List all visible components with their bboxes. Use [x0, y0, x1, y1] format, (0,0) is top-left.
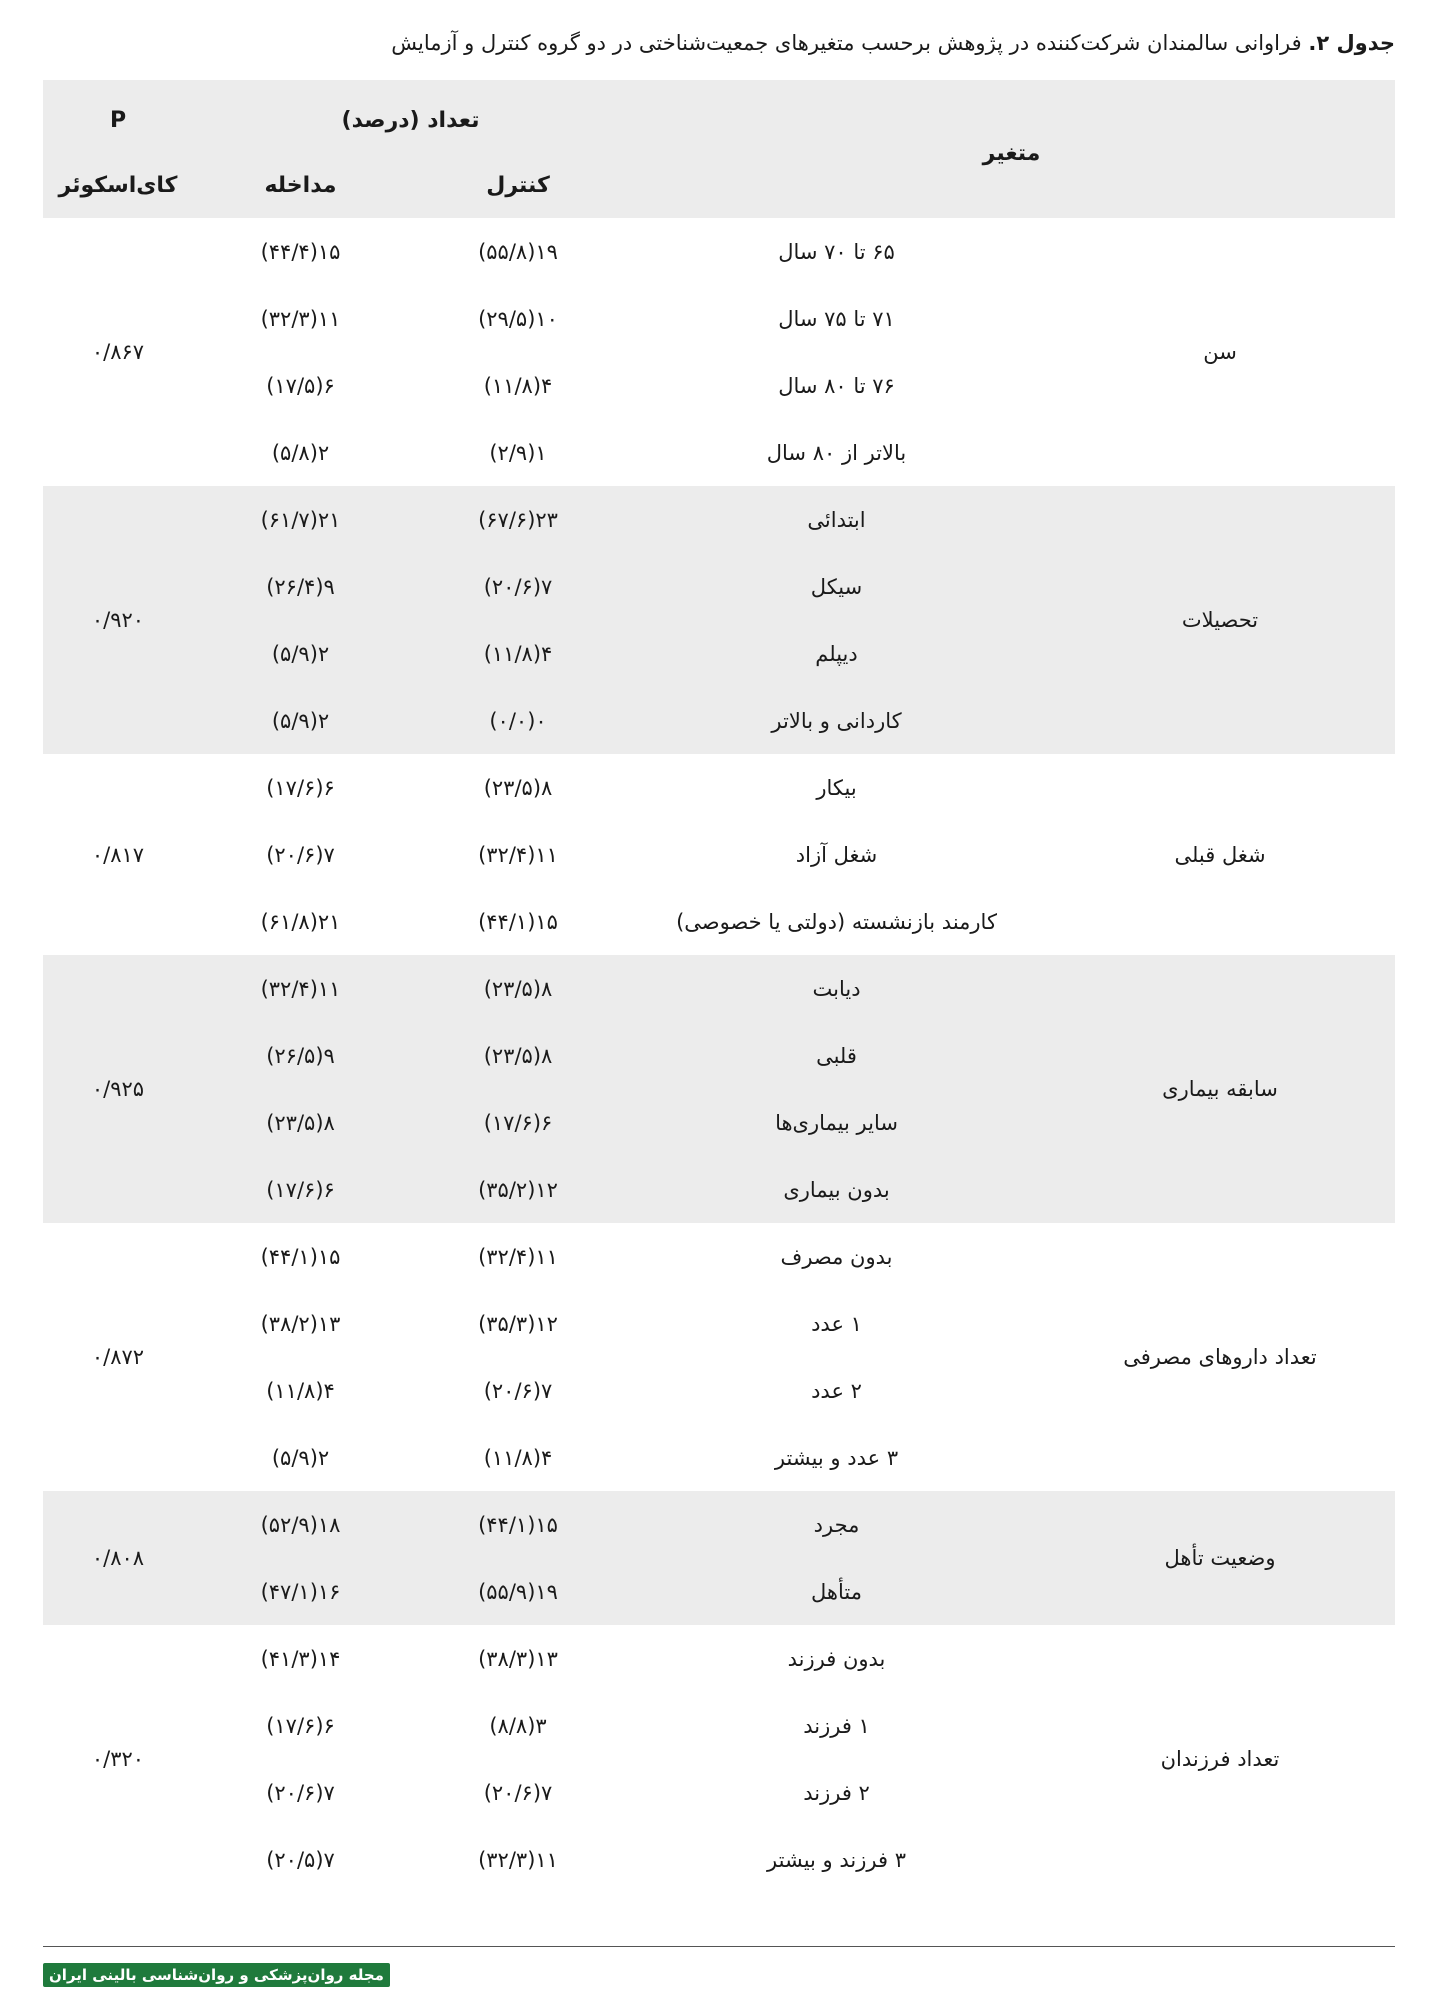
intervention-cell: ۷(۲۰/۶) — [266, 1780, 335, 1805]
group-name-cell: سن — [1203, 340, 1237, 364]
table-row — [43, 955, 1395, 1022]
subcategory-cell: بدون فرزند — [787, 1646, 886, 1671]
header-variable: متغیر — [982, 140, 1041, 166]
subcategory-cell: ۱ فرزند — [803, 1713, 870, 1738]
intervention-cell: ۲۱(۶۱/۸) — [260, 909, 341, 934]
subcategory-cell: ۲ عدد — [811, 1378, 862, 1403]
control-cell: ۸(۲۳/۵) — [483, 775, 553, 800]
header-p: P — [109, 107, 127, 133]
control-cell: ۷(۲۰/۶) — [483, 1378, 553, 1403]
subcategory-cell: ۷۶ تا ۸۰ سال — [778, 373, 895, 398]
control-cell: ۷(۲۰/۶) — [483, 1780, 553, 1805]
subcategory-cell: ۱ عدد — [811, 1311, 862, 1336]
table-row — [43, 218, 1395, 285]
intervention-cell: ۶(۱۷/۶) — [266, 1177, 335, 1202]
header-control: کنترل — [486, 172, 550, 198]
intervention-cell: ۷(۲۰/۶) — [266, 842, 335, 867]
subcategory-cell: کارمند بازنشسته (دولتی یا خصوصی) — [676, 909, 997, 934]
subcategory-cell: شغل آزاد — [795, 842, 878, 867]
control-cell: ۶(۱۷/۶) — [483, 1110, 553, 1135]
intervention-cell: ۲(۵/۹) — [271, 1445, 330, 1470]
table-row — [43, 1625, 1395, 1692]
p-value-cell: ۰/۹۲۰ — [91, 608, 145, 632]
intervention-cell: ۲(۵/۸) — [271, 440, 330, 465]
control-cell: ۱۵(۴۴/۱) — [478, 1512, 558, 1537]
subcategory-cell: ۳ فرزند و بیشتر — [767, 1847, 906, 1872]
control-cell: ۴(۱۱/۸) — [483, 641, 553, 666]
subcategory-cell: بدون بیماری — [783, 1177, 890, 1202]
control-cell: ۷(۲۰/۶) — [483, 574, 553, 599]
subcategory-cell: قلبی — [816, 1043, 857, 1068]
subcategory-cell: دیپلم — [815, 641, 858, 666]
p-value-cell: ۰/۹۲۵ — [91, 1077, 145, 1101]
intervention-cell: ۶(۱۷/۵) — [266, 373, 335, 398]
subcategory-cell: بدون مصرف — [780, 1244, 893, 1269]
group-name-cell: تعداد فرزندان — [1160, 1747, 1280, 1771]
group-3 — [43, 955, 1395, 1223]
table-row — [43, 754, 1395, 821]
demographics-table — [43, 80, 1395, 1893]
subcategory-cell: ابتدائی — [807, 507, 866, 532]
intervention-cell: ۲۱(۶۱/۷) — [260, 507, 341, 532]
control-cell: ۱۲(۳۵/۳) — [478, 1311, 558, 1336]
group-2 — [43, 754, 1395, 955]
table-row — [43, 486, 1395, 553]
control-cell: ۱۹(۵۵/۸) — [478, 239, 558, 264]
control-cell: ۲۳(۶۷/۶) — [478, 507, 558, 532]
intervention-cell: ۱۶(۴۷/۱) — [260, 1579, 341, 1604]
group-name-cell: سابقه بیماری — [1162, 1077, 1278, 1101]
control-cell: ۰(۰/۰) — [489, 708, 547, 733]
control-cell: ۱۳(۳۸/۳) — [478, 1646, 558, 1671]
journal-logo: مجله روان‌پزشکی و روان‌شناسی بالینی ایران — [43, 1963, 390, 1987]
group-0 — [43, 218, 1395, 486]
control-cell: ۸(۲۳/۵) — [483, 1043, 553, 1068]
subcategory-cell: بیکار — [816, 775, 857, 800]
control-cell: ۱۱(۳۲/۴) — [478, 1244, 558, 1269]
intervention-cell: ۸(۲۳/۵) — [266, 1110, 335, 1135]
control-cell: ۴(۱۱/۸) — [483, 1445, 553, 1470]
intervention-cell: ۶(۱۷/۶) — [266, 775, 335, 800]
control-cell: ۱۰(۲۹/۵) — [478, 306, 558, 331]
subcategory-cell: دیابت — [812, 976, 861, 1001]
control-cell: ۱۲(۳۵/۲) — [478, 1177, 558, 1202]
group-name-cell: وضعیت تأهل — [1164, 1546, 1276, 1570]
control-cell: ۱۱(۳۲/۴) — [478, 842, 558, 867]
table-header — [43, 80, 1395, 218]
subcategory-cell: ۷۱ تا ۷۵ سال — [778, 306, 895, 331]
table-row — [43, 1491, 1395, 1558]
intervention-cell: ۱۱(۳۲/۳) — [260, 306, 341, 331]
group-name-cell: شغل قبلی — [1174, 842, 1266, 867]
table-caption — [40, 26, 1395, 60]
subcategory-cell: بالاتر از ۸۰ سال — [766, 440, 907, 465]
group-4 — [43, 1223, 1395, 1491]
footer-divider — [43, 1946, 1395, 1947]
intervention-cell: ۱۴(۴۱/۳) — [260, 1646, 341, 1671]
control-cell: ۱۵(۴۴/۱) — [478, 909, 558, 934]
subcategory-cell: متأهل — [811, 1579, 862, 1604]
intervention-cell: ۹(۲۶/۵) — [266, 1043, 335, 1068]
control-cell: ۴(۱۱/۸) — [483, 373, 553, 398]
intervention-cell: ۱۱(۳۲/۴) — [260, 976, 341, 1001]
p-value-cell: ۰/۸۷۲ — [91, 1345, 145, 1369]
intervention-cell: ۱۳(۳۸/۲) — [260, 1311, 341, 1336]
subcategory-cell: ۲ فرزند — [803, 1780, 870, 1805]
intervention-cell: ۱۸(۵۲/۹) — [260, 1512, 341, 1537]
subcategory-cell: مجرد — [813, 1512, 860, 1537]
intervention-cell: ۲(۵/۹) — [271, 708, 330, 733]
group-1 — [43, 486, 1395, 754]
intervention-cell: ۶(۱۷/۶) — [266, 1713, 335, 1738]
intervention-cell: ۹(۲۶/۴) — [266, 574, 335, 599]
p-value-cell: ۰/۳۲۰ — [91, 1747, 145, 1771]
p-value-cell: ۰/۸۰۸ — [91, 1546, 145, 1570]
subcategory-cell: کاردانی و بالاتر — [771, 708, 902, 733]
group-6 — [43, 1625, 1395, 1893]
group-name-cell: تحصیلات — [1181, 608, 1259, 632]
control-cell: ۸(۲۳/۵) — [483, 976, 553, 1001]
header-count-percent: تعداد (درصد) — [341, 107, 480, 133]
intervention-cell: ۱۵(۴۴/۱) — [260, 1244, 341, 1269]
caption-label: جدول ۲. — [1308, 31, 1395, 55]
p-value-cell: ۰/۸۱۷ — [91, 842, 145, 867]
intervention-cell: ۱۵(۴۴/۴) — [260, 239, 341, 264]
group-5 — [43, 1491, 1395, 1625]
subcategory-cell: ۶۵ تا ۷۰ سال — [778, 239, 895, 264]
control-cell: ۳(۸/۸) — [489, 1713, 547, 1738]
p-value-cell: ۰/۸۶۷ — [91, 340, 145, 364]
header-intervention: مداخله — [264, 172, 337, 198]
control-cell: ۱۱(۳۲/۳) — [478, 1847, 558, 1872]
caption-text: فراوانی سالمندان شرکت‌کننده در پژوهش برحسب متغیرهای جمعیت‌شناختی در دو گروه کنترل و آزمایش — [391, 31, 1302, 55]
control-cell: ۱۹(۵۵/۹) — [478, 1579, 558, 1604]
group-name-cell: تعداد داروهای مصرفی — [1123, 1345, 1317, 1369]
header-chi-square: کای‌اسکوئر — [58, 172, 178, 198]
subcategory-cell: سیکل — [810, 574, 863, 599]
subcategory-cell: سایر بیماری‌ها — [775, 1110, 898, 1135]
intervention-cell: ۷(۲۰/۵) — [266, 1847, 335, 1872]
control-cell: ۱(۲/۹) — [489, 440, 547, 465]
intervention-cell: ۲(۵/۹) — [271, 641, 330, 666]
intervention-cell: ۴(۱۱/۸) — [266, 1378, 335, 1403]
subcategory-cell: ۳ عدد و بیشتر — [774, 1445, 899, 1470]
table-row — [43, 1223, 1395, 1290]
